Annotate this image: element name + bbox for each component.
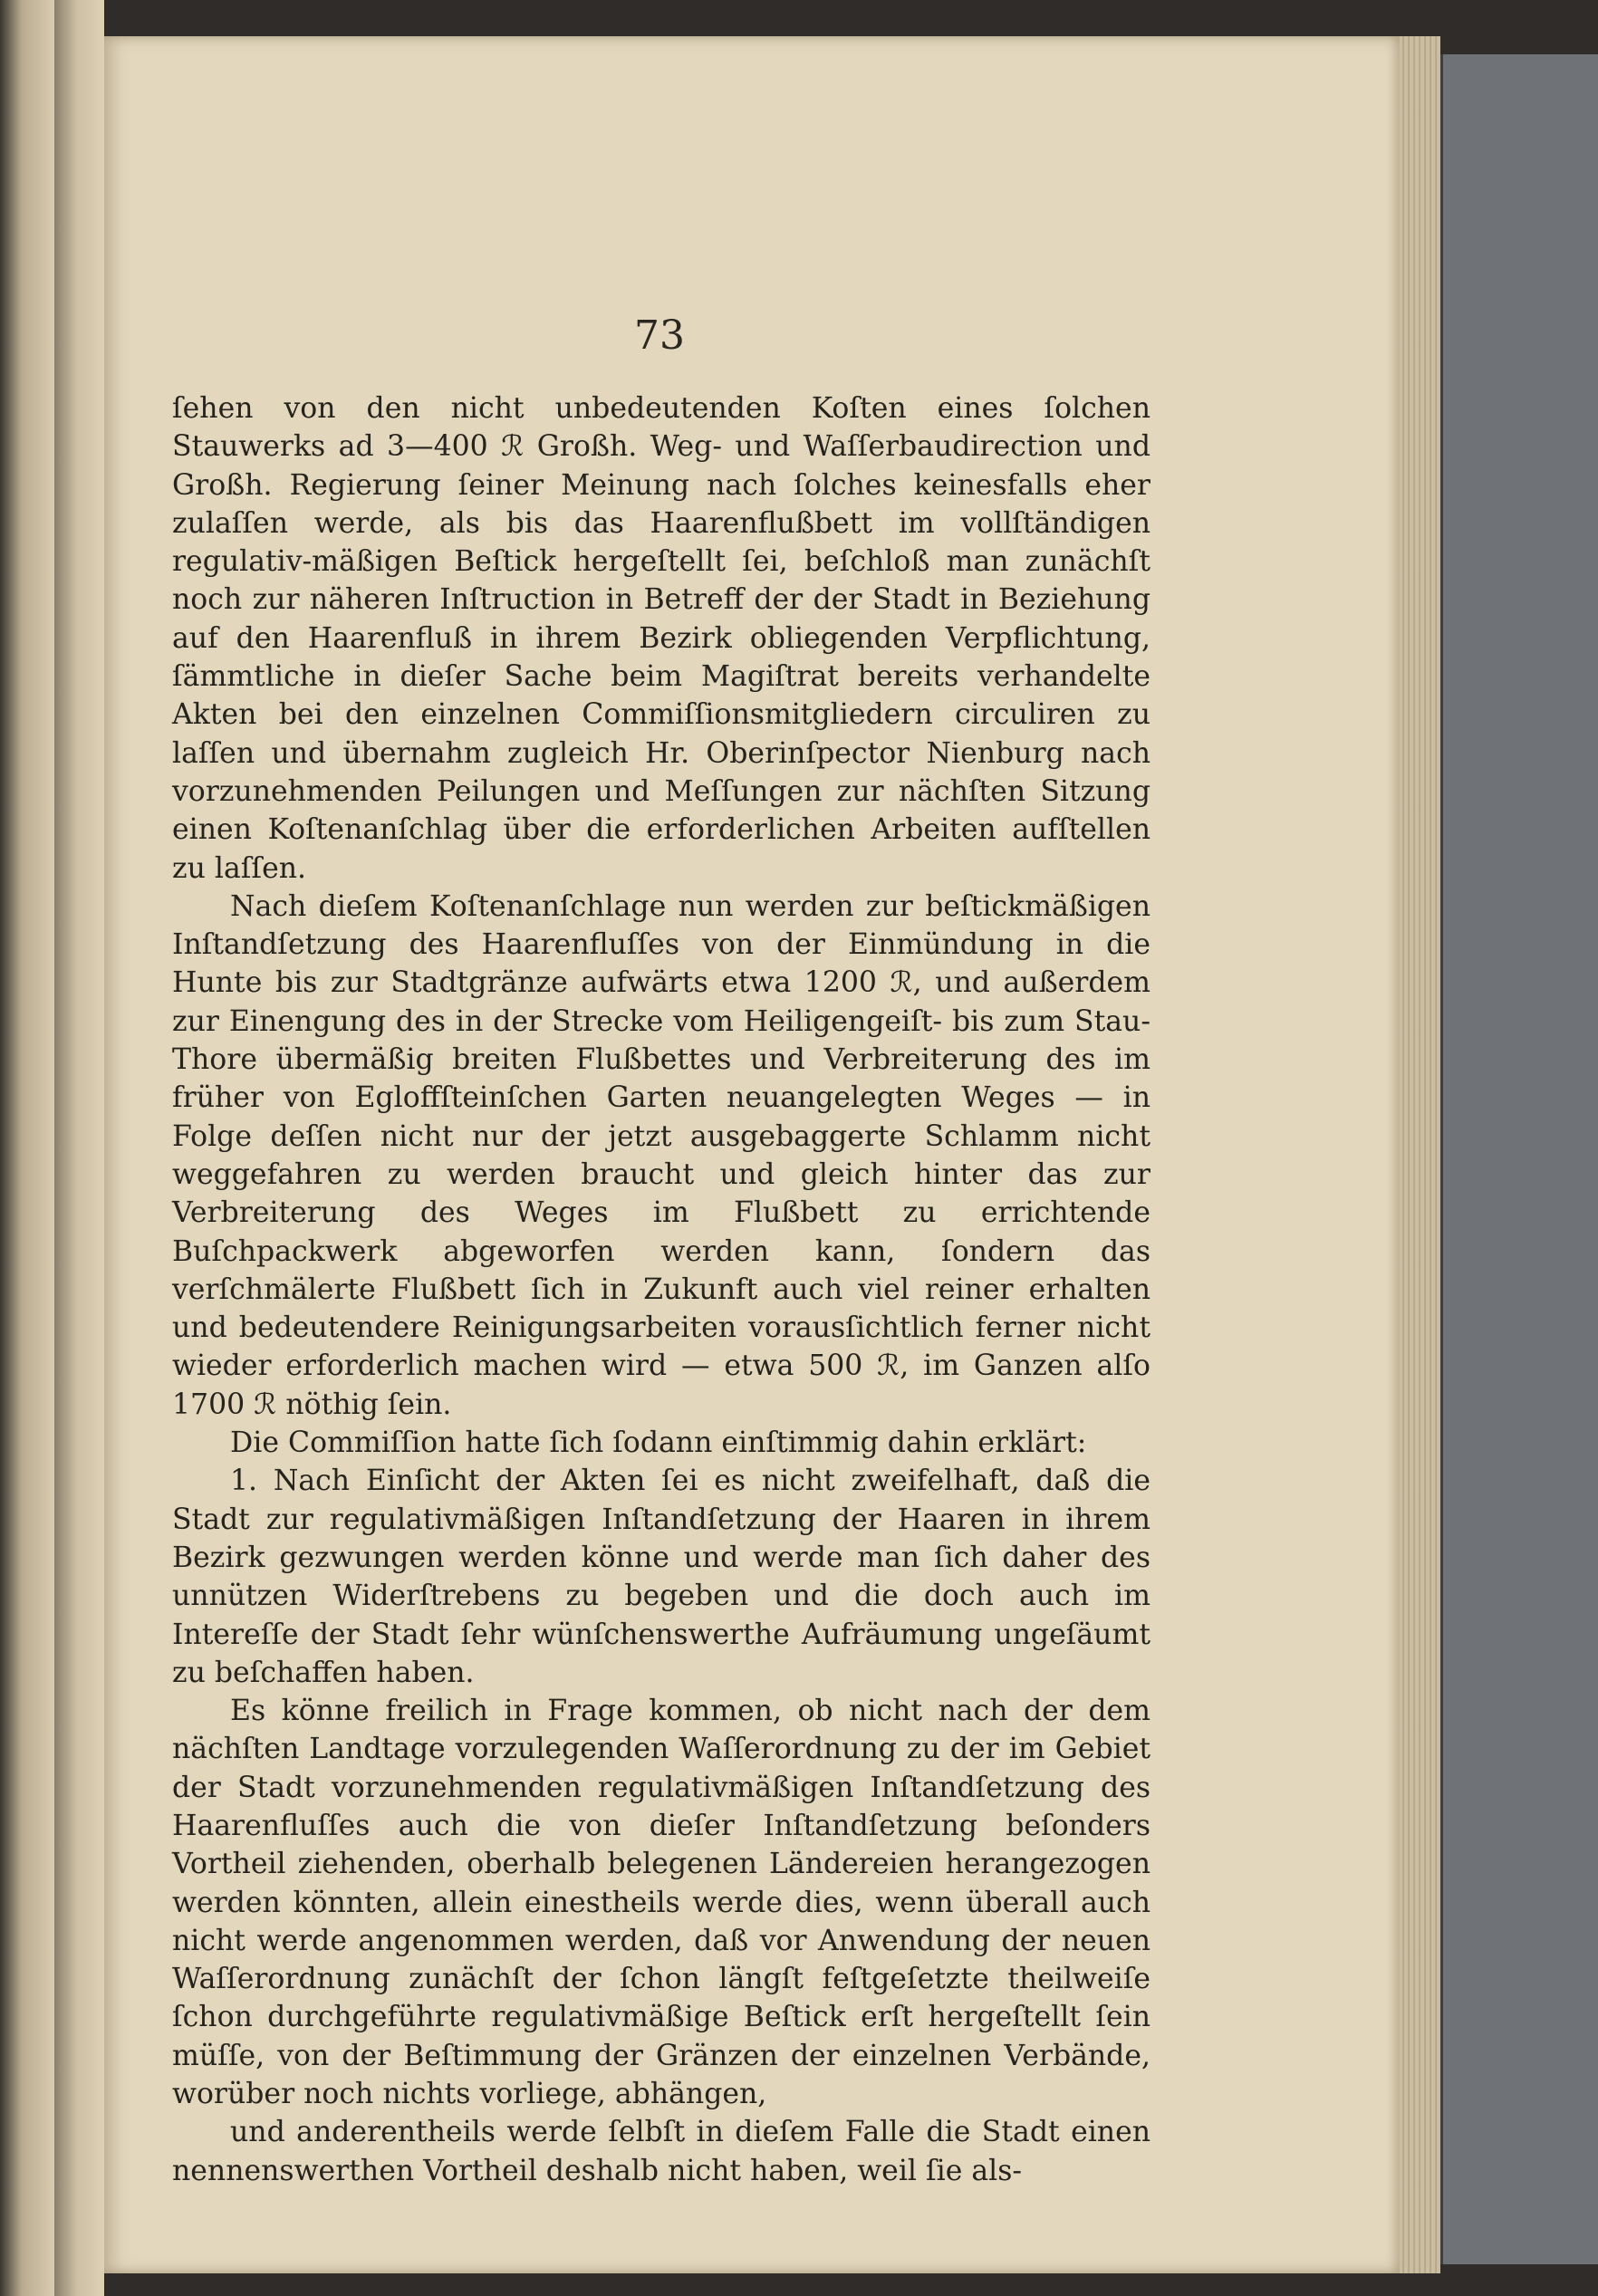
paragraph: Die Commiſſion hatte ſich ſodann einſtimmig dahin erklärt: — [230, 1427, 1087, 1460]
body-text — [172, 389, 1150, 2190]
paragraph: ſehen von den nicht unbedeutenden Koſten eines ſolchen Stauwerks ad 3—400 ℛ Großh. Weg- und Waſſerbaudirection und Großh. Regierung ſeiner Meinung nach ſolches keinesfalls eher zulaſſen werde, als bis das Haarenflußbett im vollſtändigen regulativ-mäßigen Beſtick hergeſtellt ſei, beſchloß man zunächſt noch zur näheren Inſtruction in Betreff der der Stadt in Beziehung auf den Haarenfluß in ihrem Bezirk obliegenden Verpflichtung, ſämmtliche in dieſer Sache beim Magiſtrat bereits verhandelte Akten bei den einzelnen Commiſſionsmitgliedern circuliren zu laſſen und übernahm zugleich Hr. Oberinſpector Nienburg nach vorzunehmenden Peilungen und Meſſungen zur nächſten Sitzung einen Koſtenanſchlag über die erforderlichen Arbeiten aufſtellen zu laſſen. — [172, 392, 1150, 885]
page-edges — [1400, 36, 1440, 2273]
book-cover-edge — [1440, 54, 1598, 2264]
paragraph: 1. Nach Einſicht der Akten ſei es nicht zweifelhaft, daß die Stadt zur regulativmäßigen Inſtandſetzung der Haaren in ihrem Bezirk gezwungen werden könne und werde man ſich daher des unnützen Widerſtrebens zu begeben und die doch auch im Intereſſe der Stadt ſehr wünſchenswerthe Aufräumung ungeſäumt zu beſchaffen haben. — [172, 1465, 1150, 1689]
paragraph: und anderentheils werde ſelbſt in dieſem Falle die Stadt einen nennenswerthen Vortheil deshalb nicht haben, weil ſie als- — [172, 2116, 1150, 2187]
paragraph: Nach dieſem Koſtenanſchlage nun werden zur beſtickmäßigen Inſtandſetzung des Haarenfluſſes von der Einmündung in die Hunte bis zur Stadtgränze aufwärts etwa 1200 ℛ, und außerdem zur Einengung des in der Strecke vom Heiligengeiſt- bis zum Stau-Thore übermäßig breiten Flußbettes und Verbreiterung des im früher von Egloffſteinſchen Garten neuangelegten Weges — in Folge deſſen nicht nur der jetzt ausgebaggerte Schlamm nicht weggefahren zu werden braucht und gleich hinter das zur Verbreiterung des Weges im Flußbett zu errichtende Buſchpackwerk abgeworfen werden kann, ſondern das verſchmälerte Flußbett ſich in Zukunft auch viel reiner erhalten und bedeutendere Reinigungsarbeiten vorausſichtlich ferner nicht wieder erforderlich machen wird — etwa 500 ℛ, im Ganzen alſo 1700 ℛ nöthig ſein. — [172, 889, 1150, 1421]
paragraph: Es könne freilich in Frage kommen, ob nicht nach der dem nächſten Landtage vorzulegenden Waſſerordnung zu der im Gebiet der Stadt vorzunehmenden regulativmäßigen Inſtandſetzung des Haarenfluſſes auch die von dieſer Inſtandſetzung beſonders Vortheil ziehenden, oberhalb belegenen Ländereien herangezogen werden könnten, allein einestheils werde dies, wenn überall auch nicht werde angenommen werden, daß vor Anwendung der neuen Waſſerordnung zunächſt der ſchon längſt feſtgeſetzte theilweiſe ſchon durchgeführte regulativmäßige Beſtick erſt hergeſtellt ſein müſſe, von der Beſtimmung der Gränzen der einzelnen Verbände, worüber noch nichts vorliege, abhängen, — [172, 1695, 1150, 2111]
book-gutter — [54, 0, 104, 2296]
page-number: 73 — [634, 312, 685, 359]
previous-page-edge — [0, 0, 54, 2296]
